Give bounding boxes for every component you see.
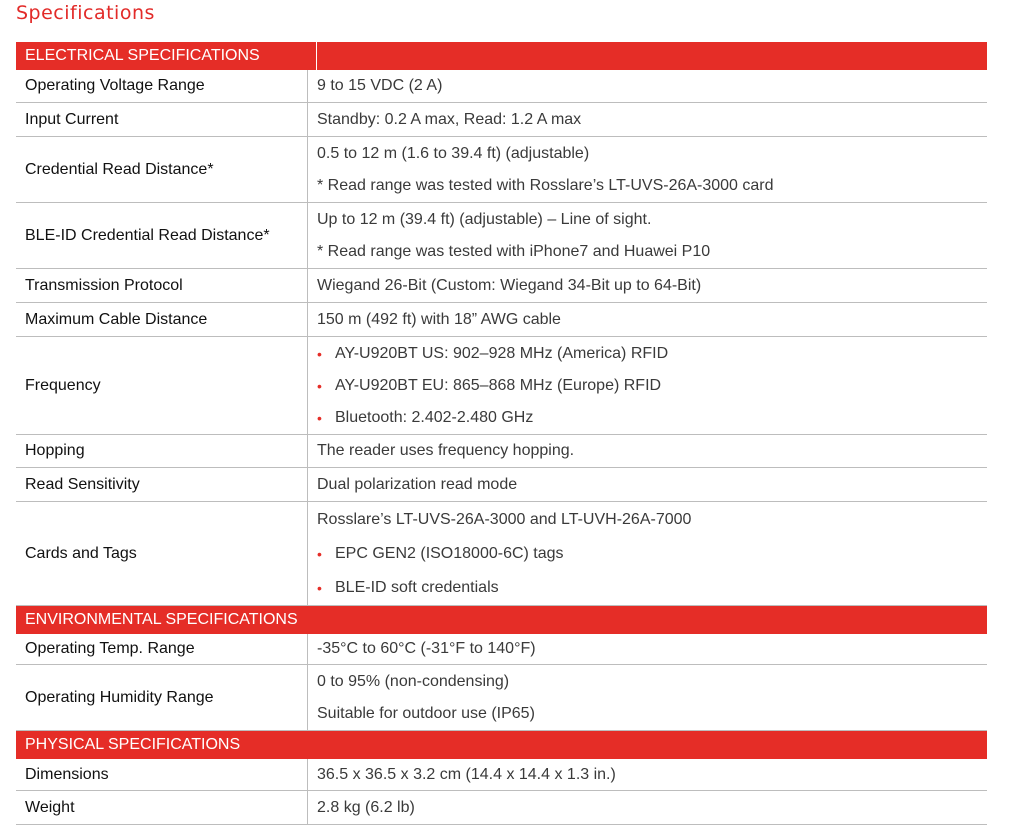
value-text: Dual polarization read mode xyxy=(317,475,518,493)
bullet-item xyxy=(317,537,987,571)
value-text: The reader uses frequency hopping. xyxy=(317,442,575,459)
spec-value xyxy=(308,468,987,501)
spec-row xyxy=(16,103,987,137)
section-header-fill xyxy=(316,731,987,759)
value-line xyxy=(317,640,987,658)
spec-row xyxy=(16,137,987,203)
spec-value xyxy=(308,435,987,467)
spec-label: Transmission Protocol xyxy=(16,269,308,302)
value-line xyxy=(317,766,987,784)
spec-row xyxy=(16,435,987,468)
spec-value xyxy=(308,337,987,434)
section-heading: ELECTRICAL SPECIFICATIONS xyxy=(16,42,317,70)
value-line xyxy=(317,138,987,170)
spec-row xyxy=(16,759,987,791)
spec-value xyxy=(308,103,987,136)
value-line xyxy=(317,311,987,329)
value-text: AY-U920BT US: 902–928 MHz (America) RFID xyxy=(335,344,669,362)
bullet-icon: • xyxy=(317,345,322,362)
value-text: * Read range was tested with iPhone7 and Huawei P10 xyxy=(317,242,711,260)
bullet-icon: • xyxy=(317,409,322,426)
value-text: BLE-ID soft credentials xyxy=(335,578,499,596)
bullet-item xyxy=(317,370,987,402)
value-text: Rosslare’s LT-UVS-26A-3000 and LT-UVH-26A-7000 xyxy=(317,510,692,528)
spec-value xyxy=(308,634,987,664)
spec-value xyxy=(308,269,987,302)
value-text: 2.8 kg (6.2 lb) xyxy=(317,798,415,816)
bullet-item xyxy=(317,571,987,605)
spec-row xyxy=(16,468,987,502)
bullet-icon: • xyxy=(317,545,322,562)
spec-label: Hopping xyxy=(16,435,308,467)
spec-value xyxy=(308,502,987,605)
spec-value xyxy=(308,665,987,730)
value-line xyxy=(317,799,987,817)
spec-row xyxy=(16,634,987,665)
spec-row xyxy=(16,70,987,103)
section-header-fill xyxy=(316,606,987,634)
value-text: Up to 12 m (39.4 ft) (adjustable) – Line of sight. xyxy=(317,210,652,228)
spec-value xyxy=(308,303,987,336)
value-text: Bluetooth: 2.402-2.480 GHz xyxy=(335,408,534,426)
value-line xyxy=(317,698,987,730)
section-header xyxy=(16,606,987,634)
spec-label: Operating Voltage Range xyxy=(16,70,308,102)
value-text: AY-U920BT EU: 865–868 MHz (Europe) RFID xyxy=(335,376,662,394)
spec-row xyxy=(16,791,987,825)
spec-label: Maximum Cable Distance xyxy=(16,303,308,336)
bullet-icon: • xyxy=(317,377,322,394)
spec-label: Credential Read Distance* xyxy=(16,137,308,202)
section-header xyxy=(16,42,987,70)
value-line xyxy=(317,111,987,129)
spec-label: Cards and Tags xyxy=(16,502,308,605)
bullet-icon: • xyxy=(317,579,322,596)
spec-label: BLE-ID Credential Read Distance* xyxy=(16,203,308,268)
value-line xyxy=(317,77,987,95)
spec-row xyxy=(16,203,987,269)
bullet-item xyxy=(317,338,987,370)
value-text: -35°C to 60°C (-31°F to 140°F) xyxy=(317,640,536,657)
section-header-fill xyxy=(317,42,987,70)
value-text: 36.5 x 36.5 x 3.2 cm (14.4 x 14.4 x 1.3 in.) xyxy=(317,765,616,783)
spec-row xyxy=(16,337,987,435)
value-line xyxy=(317,476,987,494)
value-text: * Read range was tested with Rosslare’s LT-UVS-26A-3000 card xyxy=(317,176,774,194)
spec-label: Operating Humidity Range xyxy=(16,665,308,730)
value-text: Standby: 0.2 A max, Read: 1.2 A max xyxy=(317,110,582,128)
value-text: 0.5 to 12 m (1.6 to 39.4 ft) (adjustable) xyxy=(317,144,590,162)
spec-value xyxy=(308,759,987,790)
value-text: EPC GEN2 (ISO18000-6C) tags xyxy=(335,544,564,562)
spec-row xyxy=(16,665,987,731)
spec-row xyxy=(16,269,987,303)
value-line xyxy=(317,666,987,698)
spec-label: Weight xyxy=(16,791,308,824)
spec-row xyxy=(16,502,987,606)
value-text: 0 to 95% (non-condensing) xyxy=(317,672,510,690)
value-text: 9 to 15 VDC (2 A) xyxy=(317,77,443,94)
spec-label: Dimensions xyxy=(16,759,308,790)
spec-label: Read Sensitivity xyxy=(16,468,308,501)
page-title: Specifications xyxy=(16,2,155,24)
specifications-table xyxy=(16,42,987,825)
value-line xyxy=(317,204,987,236)
value-line xyxy=(317,170,987,202)
spec-label: Operating Temp. Range xyxy=(16,634,308,664)
spec-value xyxy=(308,791,987,824)
value-line xyxy=(317,277,987,295)
bullet-item xyxy=(317,402,987,434)
section-header xyxy=(16,731,987,759)
value-line xyxy=(317,503,987,537)
value-text: Suitable for outdoor use (IP65) xyxy=(317,704,535,722)
spec-label: Frequency xyxy=(16,337,308,434)
spec-value xyxy=(308,203,987,268)
spec-row xyxy=(16,303,987,337)
value-line xyxy=(317,236,987,268)
value-line xyxy=(317,442,987,460)
value-text: Wiegand 26-Bit (Custom: Wiegand 34-Bit up to 64-Bit) xyxy=(317,276,702,294)
section-heading: ENVIRONMENTAL SPECIFICATIONS xyxy=(25,611,298,628)
spec-value xyxy=(308,137,987,202)
spec-label: Input Current xyxy=(16,103,308,136)
section-heading: PHYSICAL SPECIFICATIONS xyxy=(25,736,241,753)
value-text: 150 m (492 ft) with 18” AWG cable xyxy=(317,310,561,328)
spec-value xyxy=(308,70,987,102)
